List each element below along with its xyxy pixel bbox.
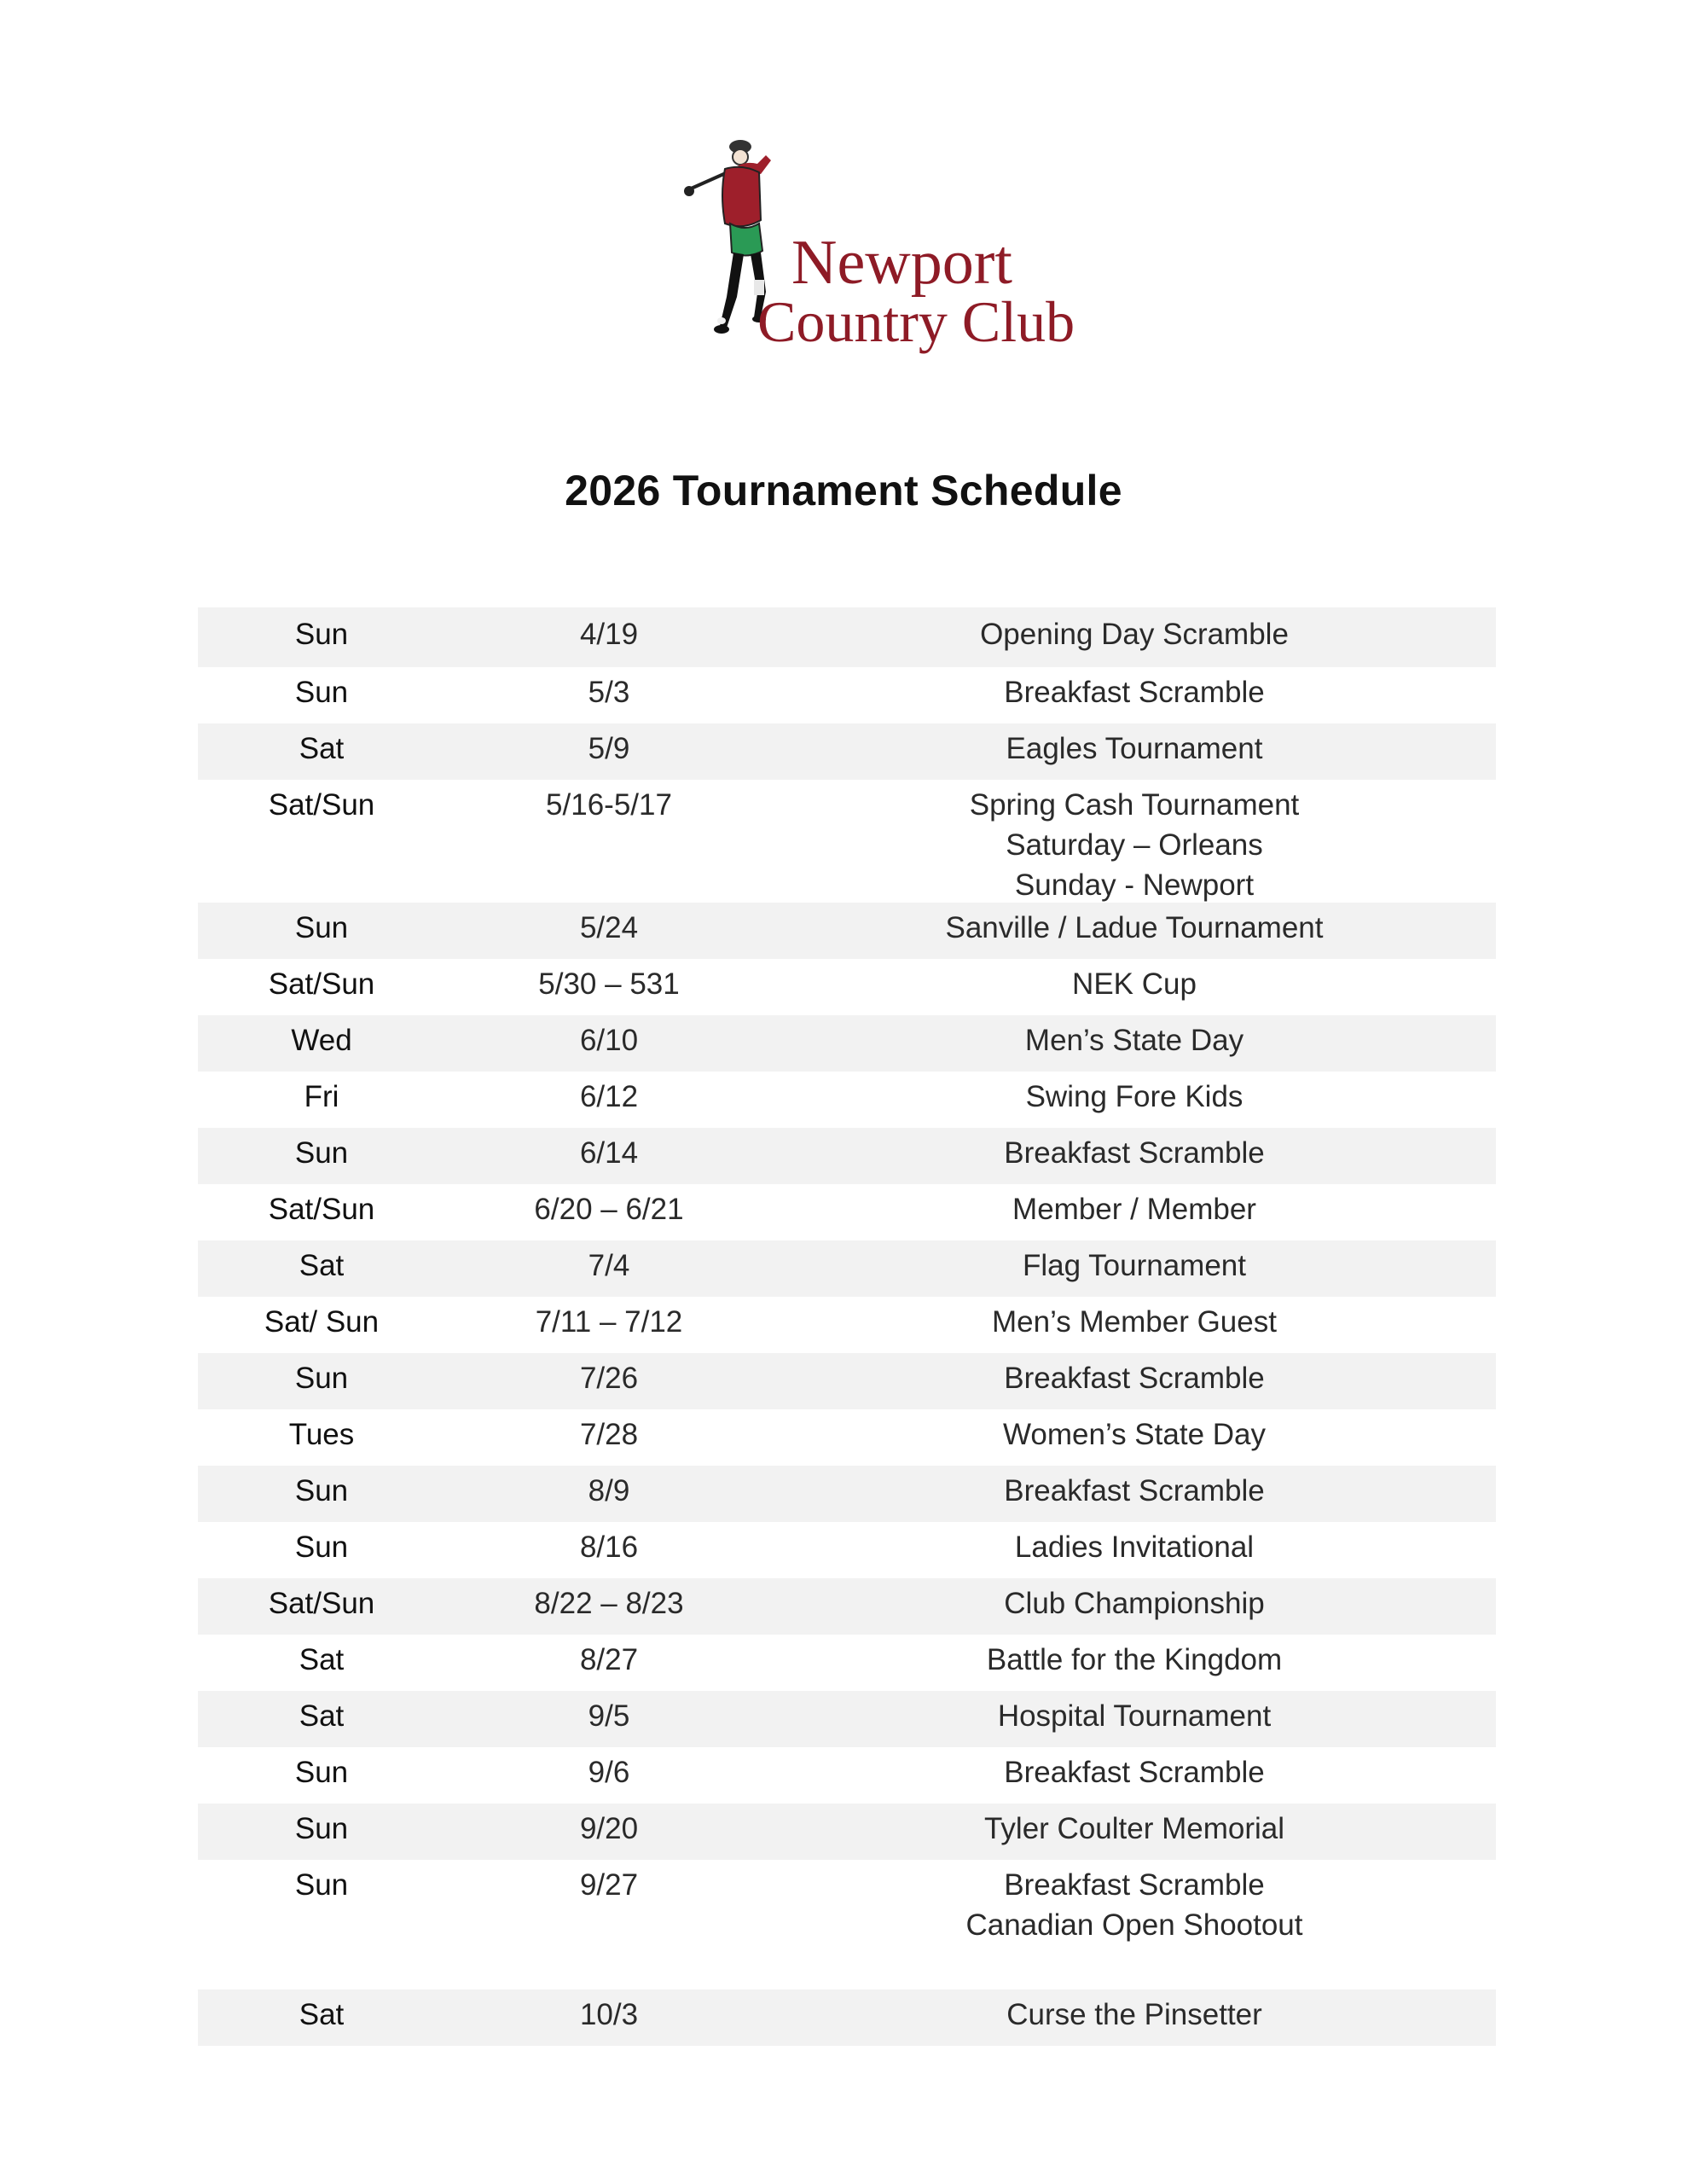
row-date: 10/3 [579,1998,639,2031]
row-event [773,1414,1496,1455]
row-date: 6/12 [579,1080,639,1113]
event-line: Men’s Member Guest [992,1305,1277,1339]
table-row [198,1072,1496,1128]
row-date: 8/16 [579,1531,639,1564]
table-row [198,1297,1496,1353]
table-row [198,1989,1496,2046]
row-event [773,1640,1496,1680]
event-line: Canadian Open Shootout [965,1908,1303,1942]
event-line: Swing Fore Kids [1025,1080,1244,1113]
row-date: 6/10 [579,1024,639,1057]
row-date: 7/11 – 7/12 [535,1305,683,1339]
event-line: Breakfast Scramble [1004,1474,1265,1507]
row-day: Sat/Sun [268,1587,375,1620]
event-line: Flag Tournament [1022,1249,1246,1282]
table-row [198,1804,1496,1860]
row-day: Sat [299,732,345,765]
table-row [198,1578,1496,1635]
row-date: 5/30 – 531 [538,967,680,1001]
row-day: Sun [294,676,349,709]
row-event [773,1752,1496,1792]
row-day: Sun [294,1531,349,1564]
table-row [198,607,1496,667]
row-date: 9/5 [588,1699,630,1733]
row-date: 6/14 [579,1136,639,1170]
event-line: Breakfast Scramble [1004,1136,1265,1170]
row-day: Sat/ Sun [264,1305,380,1339]
row-event [773,1696,1496,1736]
table-row [198,959,1496,1015]
row-day: Tues [288,1418,355,1451]
row-event [773,1020,1496,1060]
table-row [198,1128,1496,1184]
row-event [773,1302,1496,1342]
row-event [773,1865,1496,1945]
event-line: Battle for the Kingdom [986,1643,1283,1676]
table-row [198,903,1496,959]
table-row [198,1466,1496,1522]
row-event [773,785,1496,905]
logo-text-country-club: Country Club [757,289,1075,354]
row-day: Fri [304,1080,339,1113]
row-event [773,1995,1496,2035]
row-event [773,1189,1496,1229]
table-row [198,1522,1496,1578]
row-day: Sat/Sun [268,788,375,822]
row-date: 9/6 [588,1756,630,1789]
event-line: Sanville / Ladue Tournament [945,911,1324,944]
row-date: 7/26 [579,1362,639,1395]
event-line: Men’s State Day [1024,1024,1244,1057]
row-event [773,1358,1496,1398]
row-date: 5/16-5/17 [546,788,672,822]
row-date: 9/20 [579,1812,639,1845]
row-day: Sun [294,1136,349,1170]
table-row [198,667,1496,723]
event-line: Spring Cash Tournament [969,788,1300,822]
event-line: Sunday - Newport [1014,868,1255,902]
table-row [198,1015,1496,1072]
event-line: Tyler Coulter Memorial [983,1812,1285,1845]
table-row [198,723,1496,780]
event-line: Club Championship [1004,1587,1265,1620]
row-day: Sun [294,1362,349,1395]
row-date: 8/27 [579,1643,639,1676]
row-day: Sun [294,1868,349,1902]
row-date: 7/4 [588,1249,630,1282]
row-day: Sat [299,1249,345,1282]
row-event [773,1471,1496,1511]
row-date: 9/27 [579,1868,639,1902]
row-day: Sun [294,1756,349,1789]
table-row [198,1240,1496,1297]
row-event [773,614,1496,654]
row-event [773,1809,1496,1849]
row-event [773,908,1496,948]
row-day: Sat [299,1699,345,1733]
table-row [198,1353,1496,1409]
row-date: 5/24 [579,911,639,944]
event-line: Hospital Tournament [997,1699,1272,1733]
row-date: 5/3 [588,676,630,709]
event-line: Breakfast Scramble [1004,1362,1265,1395]
row-event [773,964,1496,1004]
row-day: Sun [294,618,349,651]
table-row [198,780,1496,903]
row-day: Wed [291,1024,352,1057]
row-day: Sat/Sun [268,1193,375,1226]
row-day: Sat [299,1998,345,2031]
row-event [773,1133,1496,1173]
club-logo [682,135,1092,365]
row-date: 7/28 [579,1418,639,1451]
row-event [773,1527,1496,1567]
event-line: Member / Member [1012,1193,1256,1226]
event-line: Breakfast Scramble [1004,676,1265,709]
row-day: Sat/Sun [268,967,375,1001]
row-event [773,1583,1496,1623]
row-event [773,672,1496,712]
table-row [198,1691,1496,1747]
row-day: Sun [294,911,349,944]
table-row [198,1184,1496,1240]
row-date: 5/9 [588,732,630,765]
row-event [773,1077,1496,1117]
row-day: Sat [299,1643,345,1676]
table-row [198,1747,1496,1804]
row-event [773,729,1496,769]
table-row [198,1860,1496,1969]
logo-text-newport: Newport [791,228,1012,298]
event-line: NEK Cup [1072,967,1197,1001]
table-row [198,1635,1496,1691]
row-day: Sun [294,1812,349,1845]
table-row [198,1409,1496,1466]
row-date: 8/9 [588,1474,630,1507]
event-line: Women’s State Day [1002,1418,1266,1451]
row-event [773,1246,1496,1286]
row-date: 6/20 – 6/21 [534,1193,684,1226]
event-line: Ladies Invitational [1014,1531,1255,1564]
event-line: Opening Day Scramble [980,618,1289,651]
event-line: Eagles Tournament [1006,732,1263,765]
event-line: Breakfast Scramble [1004,1756,1265,1789]
row-date: 4/19 [579,618,639,651]
row-day: Sun [294,1474,349,1507]
page-title: 2026 Tournament Schedule [565,467,1122,514]
event-line: Saturday – Orleans [1006,828,1263,862]
event-line: Breakfast Scramble [1004,1868,1265,1902]
event-line: Curse the Pinsetter [1006,1998,1262,2031]
row-date: 8/22 – 8/23 [534,1587,684,1620]
